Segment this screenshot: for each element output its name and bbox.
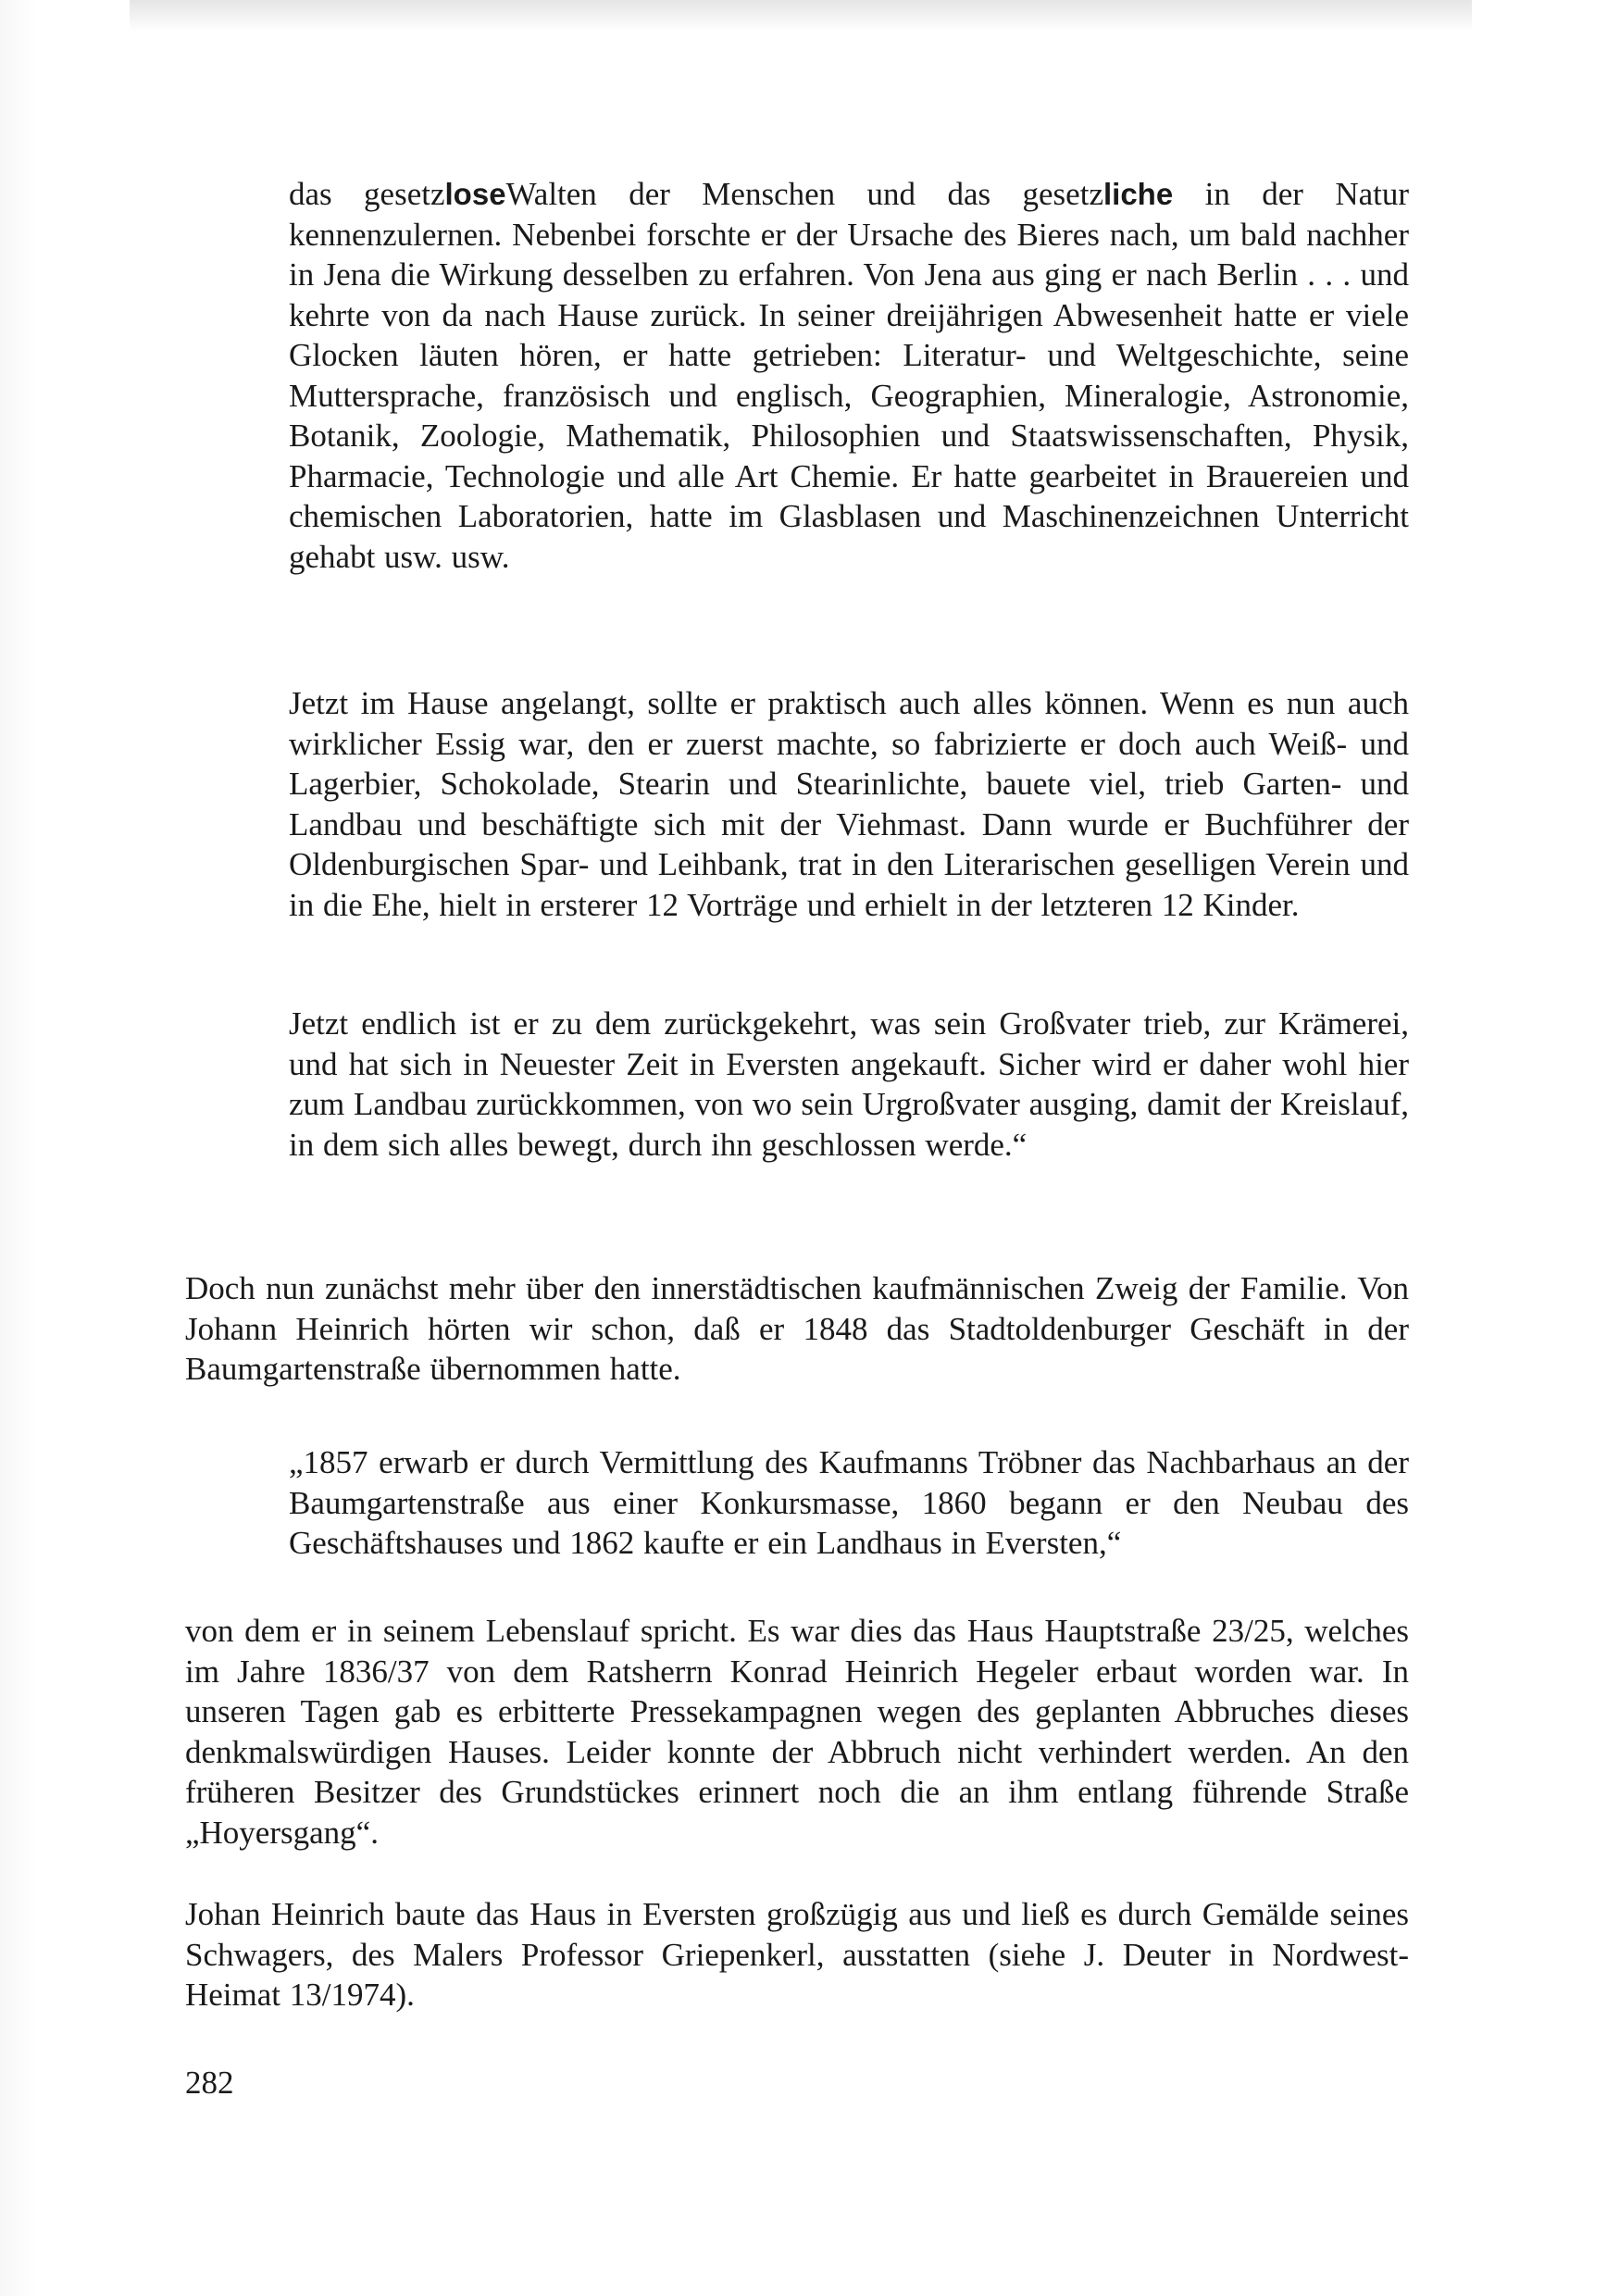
quote-paragraph-1 bbox=[289, 174, 1409, 577]
emphasis-liche: liche bbox=[1102, 177, 1174, 211]
body-paragraph-2: von dem er in seinem Lebenslauf spricht. Es war dies das Haus Hauptstraße 23/25, welches im Jahre 1836/37 von dem Ratsherrn Konrad Heinrich Hegeler erbaut worden war. In unseren Tagen gab es erbitterte Pressekampagnen wegen des geplanten Abbruches dieses denkmalswürdigen Hauses. Leider konnte der Abbruch nicht verhindert werden. An den früheren Besitzer des Grundstückes erinnert noch die an ihm entlang führende Straße „Hoyersgang“. bbox=[185, 1613, 1409, 1851]
quote-paragraph-2: Jetzt im Hause angelangt, sollte er praktisch auch alles können. Wenn es nun auch wirklicher Essig war, den er zuerst machte, so fabrizierte er doch auch Weiß- und Lagerbier, Schokolade, Stearin und Stearinlichte, bauete viel, trieb Garten- und Landbau und beschäftigte sich mit der Viehmast. Dann wurde er Buchführer der Oldenburgischen Spar- und Leihbank, trat in den Literarischen geselligen Verein und in die Ehe, hielt in ersterer 12 Vorträge und erhielt in der letzteren 12 Kinder. bbox=[289, 685, 1409, 923]
body-paragraph-1: Doch nun zunächst mehr über den innerstädtischen kaufmännischen Zweig der Familie. Von Johann Heinrich hörten wir schon, daß er 1848 das Stadtoldenburger Geschäft in der Baumgartenstraße übernommen hatte. bbox=[185, 1270, 1409, 1387]
quote-paragraph-3: Jetzt endlich ist er zu dem zurückgekehrt, was sein Großvater trieb, zur Krämerei, und hat sich in Neuester Zeit in Eversten angekauft. Sicher wird er daher wohl hier zum Landbau zurückkommen, von wo sein Urgroßvater ausging, damit der Kreislauf, in dem sich alles bewegt, durch ihn geschlossen werde.“ bbox=[289, 1005, 1409, 1163]
quote-paragraph-1-middle: Walten der Menschen und das gesetz bbox=[505, 176, 1103, 212]
quote-paragraph-1-rest: in der Natur kennenzulernen. Nebenbei forschte er der Ursache des Bieres nach, um bald nachher in Jena die Wirkung desselben zu erfahren. Von Jena aus ging er nach Berlin . . . und kehrte von da nach Hause zurück. In seiner dreijährigen Abwesenheit hatte er viele Glocken läuten hören, er hatte getrieben: Literatur- und Weltgeschichte, seine Muttersprache, französisch und englisch, Geographien, Mineralogie, Astronomie, Botanik, Zoologie, Mathematik, Philosophien und Staatswissenschaften, Physik, Pharmacie, Technologie und alle Art Chemie. Er hatte gearbeitet in Brauereien und chemischen Laboratorien, hatte im Glasblasen und Maschinenzeichnen Unterricht gehabt usw. usw. bbox=[289, 176, 1410, 575]
body-paragraph-3: Johan Heinrich baute das Haus in Eversten großzügig aus und ließ es durch Gemälde seines Schwagers, des Malers Professor Griepenkerl, ausstatten (siehe J. Deuter in Nordwest-Heimat 13/1974). bbox=[185, 1896, 1409, 2013]
emphasis-lose: lose bbox=[444, 177, 506, 211]
page-number: 282 bbox=[185, 2065, 234, 2101]
quote-paragraph-4: „1857 erwarb er durch Vermittlung des Kaufmanns Tröbner das Nachbarhaus an der Baumgartenstraße aus einer Konkursmasse, 1860 begann er den Neubau des Geschäftshauses und 1862 kaufte er ein Landhaus in Eversten,“ bbox=[289, 1444, 1409, 1561]
quote-paragraph-1-prefix: das gesetz bbox=[289, 176, 445, 212]
